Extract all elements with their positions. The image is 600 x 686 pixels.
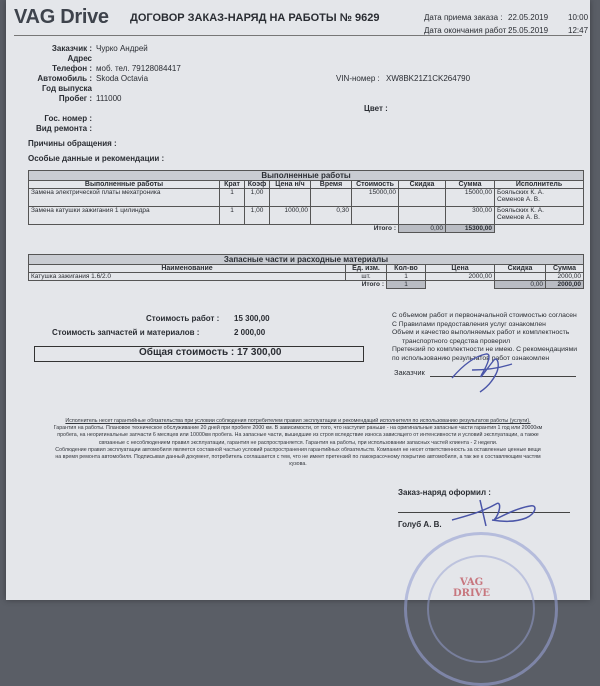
work-name: Замена электрической платы мехатроника [29,189,220,207]
works-cost-value: 15 300,00 [234,314,270,323]
stamp-inner-ring [427,555,535,663]
agreement-line: С Правилами предоставления услуг ознакомлен [392,320,546,328]
warranty-line: Соблюдение правил эксплуатации автомобиля является составной частью условий распространения гарантийных обязательств. Компания не несет ответственность за оставленные ценные вещи [55,446,541,453]
work-time: 0,30 [311,207,352,225]
mileage-value: 111000 [96,94,122,103]
car-value: Skoda Octavia [96,74,149,83]
works-total-label: Итого : [373,225,396,232]
warranty-line: Исполнитель несет гарантийные обязательства при условии соблюдения потребителем правил эксплуатации и рекомендаций исполнителя по использованию результатов работы (услуги). [65,418,531,424]
works-col-coef: Коэф [245,181,270,189]
part-qty: 1 [387,273,426,281]
stamp-text-line: DRIVE [453,588,491,599]
executor-1: Бояльских К. А. [497,207,544,214]
work-coef: 1,00 [245,207,270,225]
executor-2: Семенов А. В. [497,196,540,203]
warranty-line: на время ремонта автомобиля. Подписывая данный документ, потребитель соглашается с тем, что не имеет претензий по лакокрасочному покрытию автомобиля, а так же к составляющим частям [55,454,541,461]
works-total-sum: 15300,00 [446,225,495,233]
part-sum: 2000,00 [546,273,584,281]
works-col-rate: Цена н/ч [270,181,311,189]
works-col-discount: Скидка [399,181,446,189]
part-discount [495,273,546,281]
warranty-line: кузова. [289,461,307,468]
works-cost-label: Стоимость работ : [146,314,220,323]
parts-col-qty: Кол-во [387,265,426,273]
logo: VAG Drive [14,6,109,28]
agreement-line: С объемом работ и первоначальной стоимостью согласен [392,312,577,319]
vin-value: XW8BK21Z1CK264790 [386,74,471,83]
header-divider [14,35,582,36]
work-cost: 15000,00 [352,189,399,207]
issuer-label: Заказ-наряд оформил : [398,488,491,497]
accept-time: 10:00 [568,13,589,22]
agreement-line: Претензий по комплектности не имею. С рекомендациями [392,346,578,354]
repair-type-label: Вид ремонта : [35,124,92,133]
parts-col-sum: Сумма [546,265,584,273]
grand-total-label: Общая стоимость : [139,347,235,358]
works-table [28,170,584,233]
works-caption: Выполненные работы [29,171,584,181]
end-time: 12:47 [568,26,589,35]
works-col-qty: Крат [220,181,245,189]
vin-label: VIN-номер : [336,74,380,83]
agreement-line: транспортного средства проверил [402,337,511,345]
work-time [311,189,352,207]
work-qty: 1 [220,207,245,225]
agreement-line: Объем и качество выполняемых работ и комплектность [392,329,570,337]
parts-col-price: Цена [426,265,495,273]
end-date-label: Дата окончания работ : [424,26,511,35]
warranty-line: связанные с несоблюдением правил эксплуатации, гарантия не распространяется. Гарантия на работы, при использовании запасных частей клиента - 2 недели. [98,439,498,446]
parts-col-unit: Ед. изм. [346,265,387,273]
address-label: Адрес [67,54,92,63]
table-row [29,273,584,281]
work-executor [495,189,584,207]
phone-value: моб. тел. 79128084417 [96,64,181,73]
client-label: Заказчик : [51,44,92,53]
works-col-time: Время [311,181,352,189]
accept-date: 22.05.2019 [508,13,549,22]
work-coef: 1,00 [245,189,270,207]
work-discount [399,207,446,225]
client-sign-label: Заказчик [394,368,425,377]
company-stamp [404,532,558,686]
parts-caption: Запасные части и расходные материалы [29,255,584,265]
work-executor [495,207,584,225]
end-date: 25.05.2019 [508,26,549,35]
parts-col-discount: Скидка [495,265,546,273]
order-dates [424,11,588,37]
work-name: Замена катушки зажигания 1 цилиндра [29,207,220,225]
reasons-label: Причины обращения : [28,139,117,148]
works-col-sum: Сумма [446,181,495,189]
phone-label: Телефон : [52,64,92,73]
part-price: 2000,00 [426,273,495,281]
works-col-name: Выполненные работы [29,181,220,189]
work-sum: 15000,00 [446,189,495,207]
work-cost [352,207,399,225]
grand-total-value: 17 300,00 [237,347,282,358]
works-header-row [29,181,584,189]
issuer-name: Голуб А. В. [398,520,442,529]
works-col-cost: Стоимость [352,181,399,189]
parts-total-discount: 0,00 [495,281,546,289]
parts-cost-label: Стоимость запчастей и материалов : [52,328,200,337]
plate-label: Гос. номер : [44,114,92,123]
part-unit: шт. [346,273,387,281]
works-total-row [29,225,584,233]
stamp-text-line: VAG [459,577,484,588]
parts-total-sum: 2000,00 [546,281,584,289]
executor-2: Семенов А. В. [497,214,540,221]
works-total-discount: 0,00 [399,225,446,233]
document-title: ДОГОВОР ЗАКАЗ-НАРЯД НА РАБОТЫ № 9629 [130,12,380,24]
notes-label: Особые данные и рекомендации : [28,154,165,163]
parts-header-row [29,265,584,273]
work-sum: 300,00 [446,207,495,225]
mileage-label: Пробег : [58,94,92,103]
parts-cost-value: 2 000,00 [234,328,266,337]
table-row [29,189,584,207]
work-order-sheet [6,0,590,600]
table-row [29,207,584,225]
warranty-text [16,418,580,468]
parts-table [28,254,584,289]
parts-total-label: Итого : [361,281,384,288]
stamp-text [453,577,490,599]
warranty-line: пробега, на неоригинальные запчасти 6 месяцев или 10000км пробега. На запасные части, вышедшие из строя вследствие износа зависящего от интенсивности и условий эксплуатации, а также [57,432,539,439]
accept-date-label: Дата приема заказа : [424,13,503,22]
agreement-line: по использованию результатов работ ознакомлен [392,354,550,362]
client-signature [442,344,522,396]
warranty-line: Гарантия на работы. Плановое техническое обслуживание 20 дней при пробеге 2000 км. В зависимости, от того, что наступит раньше - на оригинальные запасные части гарантия 1 год или 20000км [53,425,543,432]
works-col-executor: Исполнитель [495,181,584,189]
year-label: Год выпуска [42,84,92,93]
car-label: Автомобиль : [37,74,92,83]
work-rate [270,189,311,207]
parts-total-qty: 1 [387,281,426,289]
client-value: Чурко Андрей [96,44,148,53]
part-name: Катушка зажигания 1.6/2.0 [29,273,346,281]
parts-total-row [29,281,584,289]
issuer-signature [446,490,556,534]
work-qty: 1 [220,189,245,207]
executor-1: Бояльских К. А. [497,189,544,196]
work-discount [399,189,446,207]
work-rate: 1000,00 [270,207,311,225]
color-label: Цвет : [364,104,388,113]
parts-col-name: Наименование [29,265,346,273]
grand-total-box [34,346,364,362]
